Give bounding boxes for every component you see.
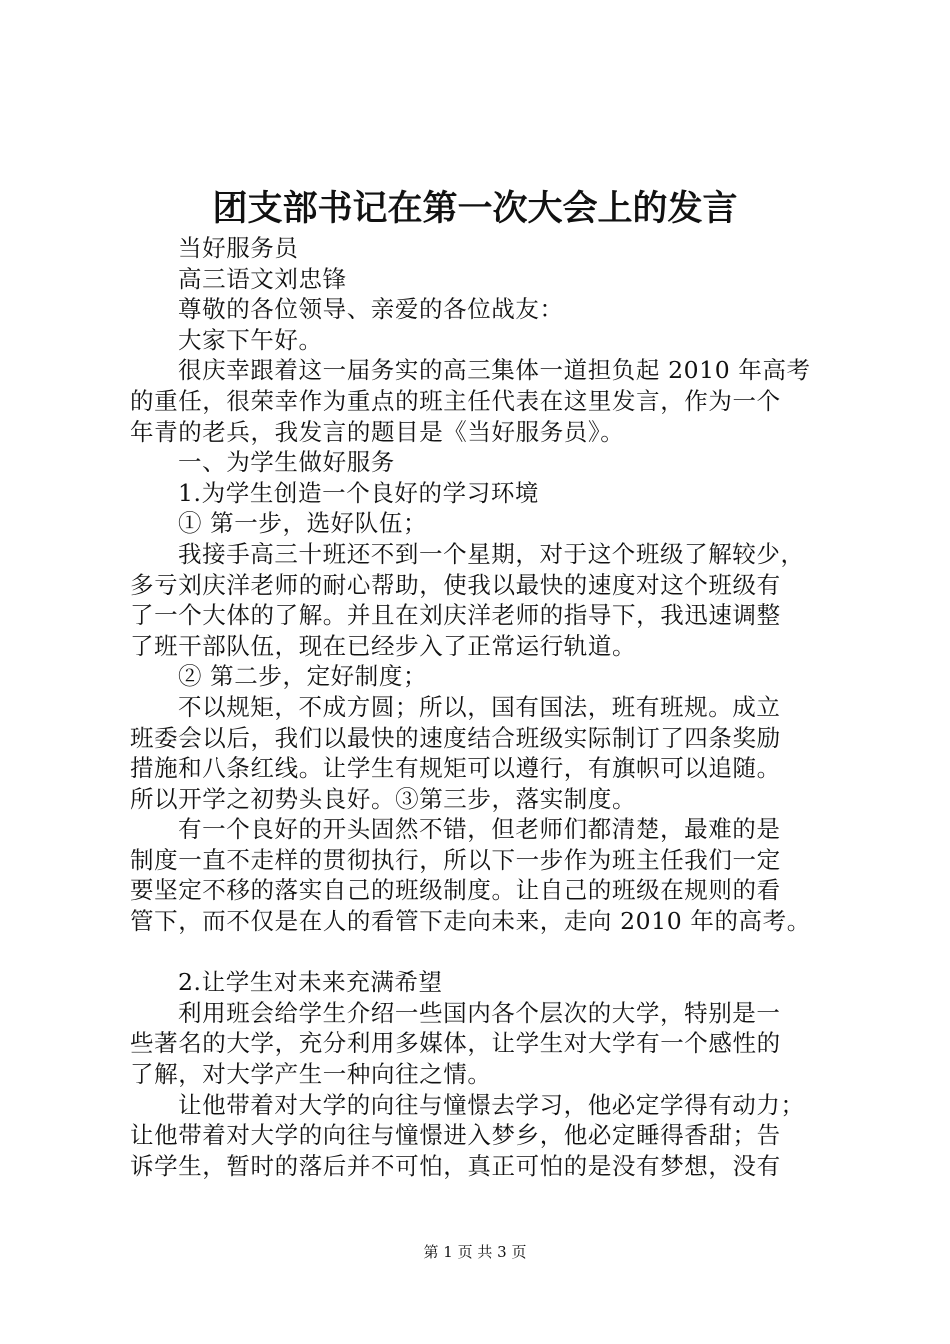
paragraph-line: 2.让学生对未来充满希望 xyxy=(178,968,443,997)
paragraph-line: 1.为学生创造一个良好的学习环境 xyxy=(178,478,540,507)
paragraph-line: 不以规矩，不成方圆；所以，国有国法，班有班规。成立 xyxy=(178,692,781,721)
paragraph-line: 的重任，很荣幸作为重点的班主任代表在这里发言，作为一个 xyxy=(130,386,781,415)
paragraph-line: 尊敬的各位领导、亲爱的各位战友： xyxy=(178,295,564,324)
paragraph-line: 了一个大体的了解。并且在刘庆洋老师的指导下，我迅速调整 xyxy=(130,601,781,630)
page-number-footer: 第 1 页 共 3 页 xyxy=(423,1243,527,1261)
paragraph-line: 有一个良好的开头固然不错，但老师们都清楚，最难的是 xyxy=(178,815,781,844)
paragraph-line: 一、为学生做好服务 xyxy=(178,448,395,477)
paragraph-line: 我接手高三十班还不到一个星期，对于这个班级了解较少， xyxy=(178,539,805,568)
paragraph-line: 多亏刘庆洋老师的耐心帮助，使我以最快的速度对这个班级有 xyxy=(130,570,781,599)
paragraph-line: 让他带着对大学的向往与憧憬进入梦乡，他必定睡得香甜；告 xyxy=(130,1121,781,1150)
paragraph-line: 让他带着对大学的向往与憧憬去学习，他必定学得有动力； xyxy=(178,1090,805,1119)
paragraph-line: 要坚定不移的落实自己的班级制度。让自己的班级在规则的看 xyxy=(130,876,781,905)
paragraph-line: 大家下午好。 xyxy=(178,325,323,354)
paragraph-line: 利用班会给学生介绍一些国内各个层次的大学，特别是一 xyxy=(178,998,781,1027)
paragraph-line: 当好服务员 xyxy=(178,234,299,262)
paragraph-line: 所以开学之初势头良好。③第三步，落实制度。 xyxy=(130,784,637,813)
paragraph-line: 班委会以后，我们以最快的速度结合班级实际制订了四条奖励 xyxy=(130,723,781,752)
paragraph-line: 诉学生，暂时的落后并不可怕，真正可怕的是没有梦想，没有 xyxy=(130,1151,781,1180)
paragraph-line: 了班干部队伍，现在已经步入了正常运行轨道。 xyxy=(130,631,637,660)
paragraph-line: 高三语文刘忠锋 xyxy=(178,264,347,293)
paragraph-line: 很庆幸跟着这一届务实的高三集体一道担负起 2010 年高考 xyxy=(178,356,811,385)
paragraph-line: 管下，而不仅是在人的看管下走向未来，走向 2010 年的高考。 xyxy=(130,907,811,936)
blank-line xyxy=(130,937,830,968)
paragraph-line: 些著名的大学，充分利用多媒体，让学生对大学有一个感性的 xyxy=(130,1029,781,1058)
paragraph-line: 了解，对大学产生一种向往之情。 xyxy=(130,1060,492,1089)
paragraph-line: ② 第二步，定好制度； xyxy=(178,662,428,691)
paragraph-line: 措施和八条红线。让学生有规矩可以遵行，有旗帜可以追随。 xyxy=(130,754,781,783)
paragraph-line: 年青的老兵，我发言的题目是《当好服务员》。 xyxy=(130,417,625,446)
document-body xyxy=(130,233,830,1181)
paragraph-line: ① 第一步，选好队伍； xyxy=(178,509,428,538)
document-title: 团支部书记在第一次大会上的发言 xyxy=(212,189,738,229)
paragraph-line: 制度一直不走样的贯彻执行，所以下一步作为班主任我们一定 xyxy=(130,845,781,874)
